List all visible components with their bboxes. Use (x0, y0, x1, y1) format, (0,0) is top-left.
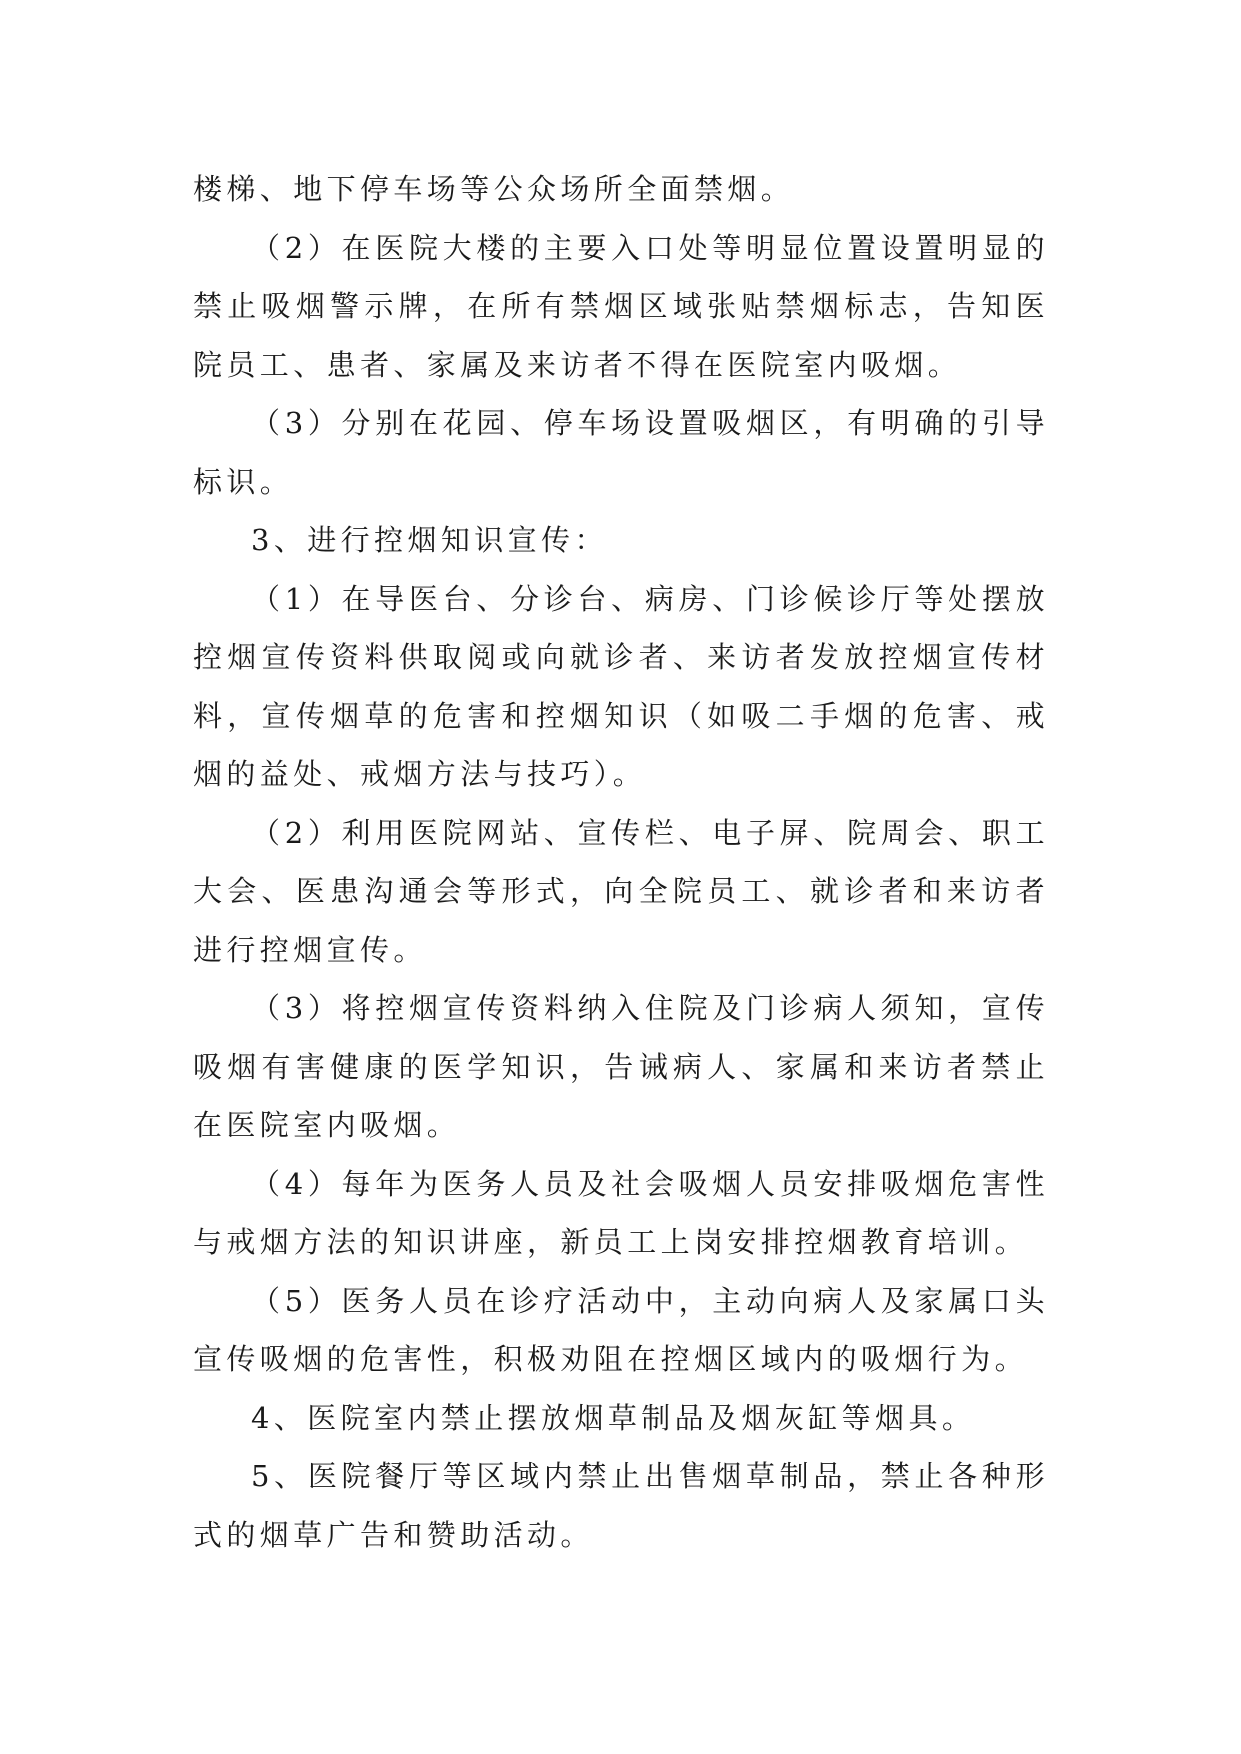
paragraph-warning-signs: （2）在医院大楼的主要入口处等明显位置设置明显的禁止吸烟警示牌，在所有禁烟区域张贴禁烟标志，告知医院员工、患者、家属及来访者不得在医院室内吸烟。 (193, 230, 1049, 382)
paragraph-patient-notice: （3）将控烟宣传资料纳入住院及门诊病人须知，宣传吸烟有害健康的医学知识，告诫病人、家属和来访者禁止在医院室内吸烟。 (193, 991, 1049, 1142)
paragraph-annual-lectures: （4）每年为医务人员及社会吸烟人员安排吸烟危害性与戒烟方法的知识讲座，新员工上岗安排控烟教育培训。 (193, 1166, 1049, 1259)
paragraph-materials-distribution: （1）在导医台、分诊台、病房、门诊候诊厅等处摆放控烟宣传资料供取阅或向就诊者、来访者发放控烟宣传材料，宣传烟草的危害和控烟知识（如吸二手烟的危害、戒烟的益处、戒烟方法与技巧）。 (193, 581, 1049, 791)
paragraph-section-3-heading: 3、进行控烟知识宣传： (251, 523, 608, 557)
paragraph-stairwell-ban: 楼梯、地下停车场等公众场所全面禁烟。 (193, 172, 795, 206)
paragraph-section-4: 4、医院室内禁止摆放烟草制品及烟灰缸等烟具。 (251, 1400, 976, 1435)
paragraph-section-5: 5、医院餐厅等区域内禁止出售烟草制品，禁止各种形式的烟草广告和赞助活动。 (193, 1459, 1049, 1552)
paragraph-staff-advocacy: （5）医务人员在诊疗活动中，主动向病人及家属口头宣传吸烟的危害性，积极劝阻在控烟区域内的吸烟行为。 (193, 1283, 1049, 1376)
paragraph-smoking-areas: （3）分别在花园、停车场设置吸烟区，有明确的引导标识。 (193, 406, 1049, 499)
paragraph-media-channels: （2）利用医院网站、宣传栏、电子屏、院周会、职工大会、医患沟通会等形式，向全院员工、就诊者和来访者进行控烟宣传。 (193, 815, 1049, 967)
document-body (193, 160, 1049, 1564)
